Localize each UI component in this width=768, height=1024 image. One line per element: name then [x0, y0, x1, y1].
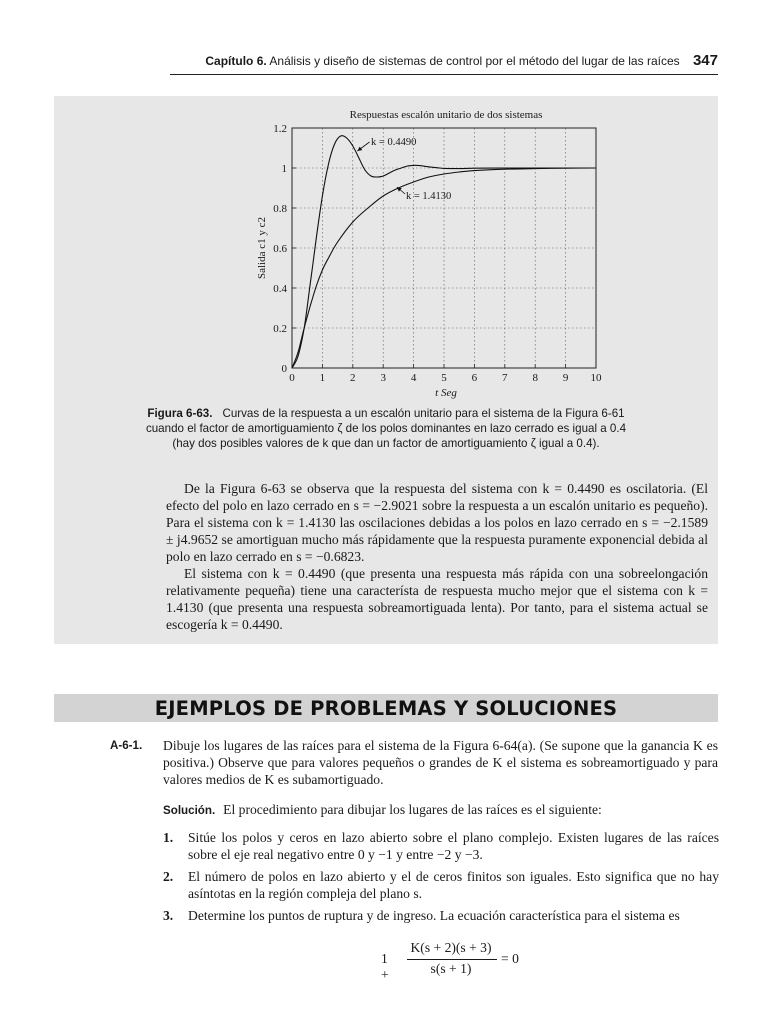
y-tick-label: 0.4: [273, 283, 287, 295]
x-tick-label: 9: [562, 372, 569, 384]
solution-text: El procedimiento para dibujar los lugares de las raíces es el siguiente:: [223, 802, 602, 817]
chart-annotations: [357, 137, 451, 202]
equation-denominator: s(s + 1): [430, 961, 472, 976]
chapter-title: Análisis y diseño de sistemas de control por el método del lugar de las raíces: [269, 54, 680, 68]
solution-label: Solución.: [163, 804, 216, 817]
caption-line-1: Curvas de la respuesta a un escalón unitario para el sistema de la Figura 6-61: [222, 407, 625, 420]
problem-statement: Dibuje los lugares de las raíces para el sistema de la Figura 6-64(a). (Se supone que la ganancia K es positiva.) Observe que para valores pequeños o grandes de K el sistema es sobreamortiguado y para valores medios de K es subamortiguado.: [163, 738, 718, 787]
x-tick-label: 4: [410, 372, 417, 384]
discussion-paragraph-1: De la Figura 6-63 se observa que la respuesta del sistema con k = 0.4490 es oscilatoria. (El efecto del polo en lazo cerrado en s = −2.9021 sobre la respuesta a un escalón unitario es pequeño). Para el sistema con k = 1.4130 las oscilaciones debidas a los polos en lazo cerrado en s = −2.1589 ± j4.9652 se amortiguan mucho más rápidamente que la respuesta puramente exponencial debida al polo en lazo cerrado en s = −0.6823.: [166, 481, 708, 564]
problem-label: A-6-1.: [110, 739, 143, 752]
caption-line-3: (hay dos posibles valores de k que dan un factor de amortiguamiento ζ igual a 0.4).: [172, 437, 600, 450]
step-number: 2.: [163, 869, 174, 884]
y-tick-label: 1: [281, 163, 287, 175]
y-tick-label: 0.2: [273, 323, 287, 335]
x-tick-label: 3: [380, 372, 386, 384]
figure-caption: [114, 406, 658, 451]
annotation-label-1: k = 0.4490: [371, 137, 417, 148]
annotation-label-2: k = 1.4130: [406, 191, 452, 202]
caption-label: Figura 6-63.: [147, 407, 213, 420]
x-tick-label: 2: [350, 372, 356, 384]
annotation-arrowhead-1: [357, 147, 362, 151]
y-axis-label: Salida c1 y c2: [256, 216, 268, 280]
x-tick-label: 1: [319, 372, 326, 384]
step-number: 1.: [163, 830, 174, 845]
step-text: Sitúe los polos y ceros en lazo abierto sobre el plano complejo. Existen lugares de las raíces sobre el eje real negativo entre 0 y −1 y entre −2 y −3.: [188, 830, 719, 862]
chapter-label: Capítulo 6.: [205, 54, 267, 68]
solution-intro: [163, 802, 602, 818]
caption-line-2: cuando el factor de amortiguamiento ζ de los polos dominantes en lazo cerrado es igual a 0.4: [145, 422, 627, 435]
page-number: 347: [692, 52, 718, 69]
discussion-paragraph-2: El sistema con k = 0.4490 (que presenta una respuesta más rápida con una sobreelongación relativamente pequeña) tiene una característa de respuesta mucho mejor que el sistema con k = 1.4130 (que presenta una respuesta sobreamortiguada lenta). Por tanto, para el sistema actual se escogería k = 0.4490.: [166, 566, 708, 632]
figure-discussion: [166, 480, 708, 633]
x-tick-label: 10: [590, 372, 602, 384]
x-tick-label: 8: [532, 372, 538, 384]
section-title: EJEMPLOS DE PROBLEMAS Y SOLUCIONES: [154, 697, 618, 720]
chart-grid: [292, 128, 596, 368]
step-number: 3.: [163, 908, 174, 923]
step-response-chart: [54, 96, 718, 406]
x-tick-label: 7: [502, 372, 508, 384]
section-banner: [54, 694, 718, 722]
equation-lhs: 1 +: [381, 951, 389, 982]
figure-box: [54, 96, 718, 644]
fraction-bar: [407, 959, 497, 960]
y-tick-label: 0.6: [273, 243, 287, 255]
y-tick-label: 1.2: [273, 123, 287, 135]
step-text: El número de polos en lazo abierto y el de ceros finitos son iguales. Esto significa que no hay asíntotas en la región compleja del plano s.: [188, 869, 719, 901]
equation-numerator: K(s + 2)(s + 3): [410, 940, 492, 955]
y-tick-label: 0: [281, 363, 287, 375]
chart-title: Respuestas escalón unitario de dos sistemas: [349, 109, 543, 121]
equation-rhs: = 0: [501, 951, 519, 966]
x-tick-label: 6: [471, 372, 478, 384]
y-tick-label: 0.8: [273, 203, 287, 215]
step-text: Determine los puntos de ruptura y de ingreso. La ecuación característica para el sistema es: [188, 908, 680, 923]
running-header: [0, 52, 718, 69]
header-rule: [170, 74, 718, 75]
x-axis-label: t Seg: [435, 387, 457, 399]
x-tick-label: 0: [289, 372, 295, 384]
x-tick-label: 5: [441, 372, 447, 384]
